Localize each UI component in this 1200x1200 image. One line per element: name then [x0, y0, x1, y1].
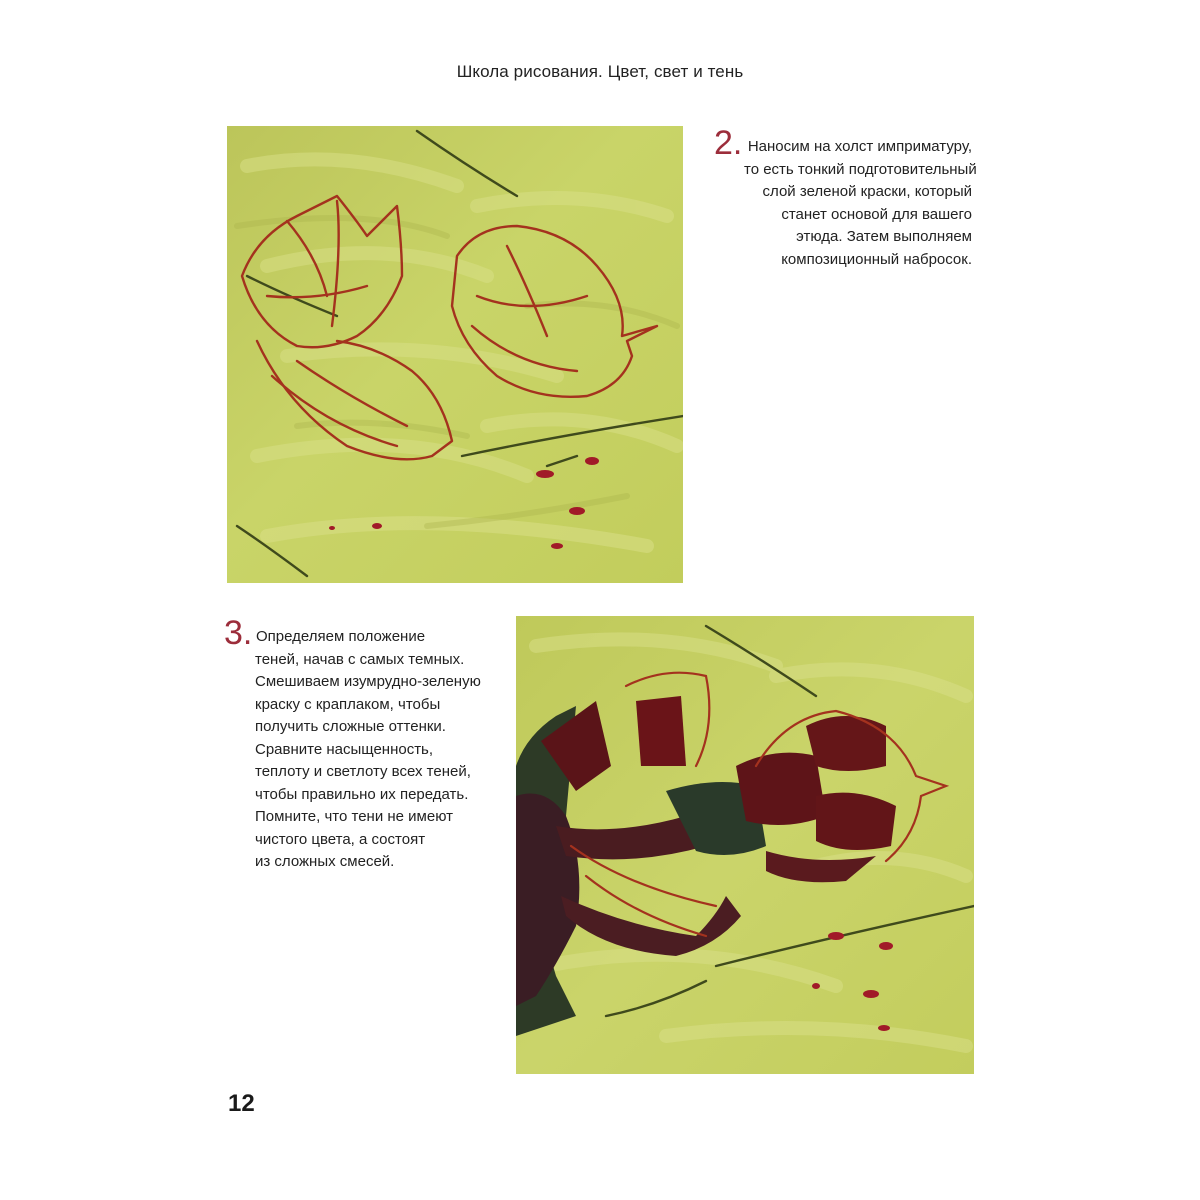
text-line: композиционный набросок.	[781, 250, 972, 268]
page-number: 12	[228, 1090, 255, 1117]
text-line: этюда. Затем выполняем	[796, 228, 972, 245]
text-line: из сложных смесей.	[255, 853, 395, 870]
text-line: Наносим на холст имприматуру,	[747, 138, 972, 155]
step-text	[256, 626, 496, 874]
text-line: Помните, что тени не имеют	[255, 808, 453, 825]
step-number: 2.	[714, 124, 743, 162]
step-text	[744, 136, 977, 271]
text-line: слой зеленой краски, который	[762, 183, 972, 200]
text-line: получить сложные оттенки.	[255, 718, 446, 735]
painting-step-2-sketch	[227, 126, 683, 583]
text-line: теней, начав с самых темных.	[255, 650, 465, 668]
text-line: Смешиваем изумрудно-зеленую	[255, 673, 481, 690]
text-line: станет основой для вашего	[781, 205, 972, 223]
step-number: 3.	[224, 614, 253, 652]
text-line: Сравните насыщенность,	[255, 740, 434, 758]
text-line: чтобы правильно их передать.	[255, 785, 469, 803]
text-line: Определяем положение	[256, 628, 426, 645]
text-line: краску с краплаком, чтобы	[255, 695, 441, 713]
painting-step-3-shadows	[516, 616, 974, 1074]
text-line: то есть тонкий подготовительный	[744, 160, 977, 178]
text-line: чистого цвета, а состоят	[255, 830, 426, 848]
text-line: теплоту и светлоту всех теней,	[255, 763, 471, 780]
running-header: Школа рисования. Цвет, свет и тень	[456, 62, 744, 81]
